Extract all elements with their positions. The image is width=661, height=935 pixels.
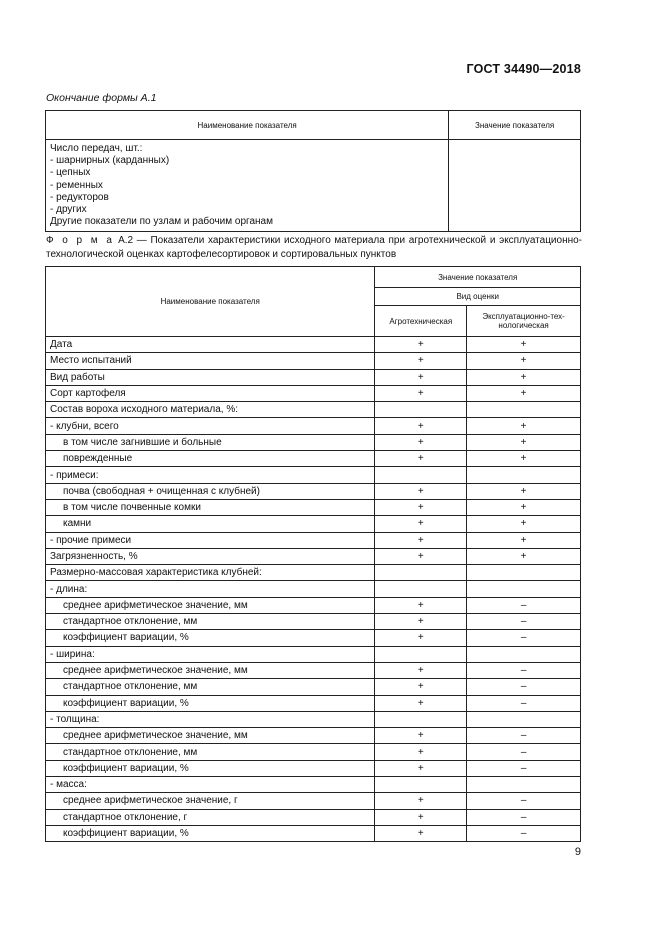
expl-mark: + [467, 353, 581, 369]
expl-mark: – [467, 809, 581, 825]
agro-mark: + [375, 353, 467, 369]
form-a2-title [46, 234, 582, 261]
row-name: среднее арифметическое значение, мм [46, 597, 375, 613]
table1-values-cell [449, 140, 581, 232]
row-name: Загрязненность, % [46, 548, 375, 564]
agro-mark: + [375, 695, 467, 711]
row-name: Размерно-массовая характеристика клубней: [46, 565, 375, 581]
agro-mark: + [375, 451, 467, 467]
agro-mark: + [375, 614, 467, 630]
agro-mark: + [375, 548, 467, 564]
table1-line: - цепных [50, 167, 91, 179]
row-name: - ширина: [46, 646, 375, 662]
table-row [46, 548, 581, 564]
table-row [46, 793, 581, 809]
expl-mark: + [467, 385, 581, 401]
row-name: среднее арифметическое значение, мм [46, 728, 375, 744]
agro-mark: + [375, 499, 467, 515]
agro-mark: + [375, 728, 467, 744]
expl-mark: – [467, 793, 581, 809]
expl-mark: – [467, 825, 581, 841]
row-name: - клубни, всего [46, 418, 375, 434]
expl-mark: + [467, 548, 581, 564]
row-name: - длина: [46, 581, 375, 597]
expl-mark: + [467, 451, 581, 467]
table-row [46, 532, 581, 548]
row-name: среднее арифметическое значение, мм [46, 662, 375, 678]
table1-line: - ременных [50, 179, 103, 191]
table-row [46, 597, 581, 613]
table-row [46, 483, 581, 499]
table-row [46, 825, 581, 841]
row-name: Вид работы [46, 369, 375, 385]
table1-line: Другие показатели по узлам и рабочим органам [50, 216, 273, 228]
expl-mark: + [467, 434, 581, 450]
agro-mark: + [375, 744, 467, 760]
table-row [46, 385, 581, 401]
table-row [46, 581, 581, 597]
page-number: 9 [574, 846, 581, 858]
table-row [46, 809, 581, 825]
table1-name-header: Наименование показателя [46, 111, 449, 140]
expl-mark [467, 467, 581, 483]
expl-mark: – [467, 614, 581, 630]
row-name: коэффициент вариации, % [46, 695, 375, 711]
table-row [46, 711, 581, 727]
agro-mark: + [375, 760, 467, 776]
table-row [46, 353, 581, 369]
agro-mark [375, 565, 467, 581]
row-name: Место испытаний [46, 353, 375, 369]
row-name: в том числе почвенные комки [46, 499, 375, 515]
agro-mark: + [375, 434, 467, 450]
row-name: поврежденные [46, 451, 375, 467]
expl-mark [467, 646, 581, 662]
table-row [46, 646, 581, 662]
document-code: ГОСТ 34490—2018 [466, 62, 581, 76]
table-row [46, 434, 581, 450]
agro-mark: + [375, 369, 467, 385]
row-name: - масса: [46, 777, 375, 793]
expl-mark: – [467, 760, 581, 776]
agro-mark [375, 711, 467, 727]
expl-mark [467, 711, 581, 727]
row-name: стандартное отклонение, мм [46, 614, 375, 630]
agro-mark [375, 402, 467, 418]
row-name: - примеси: [46, 467, 375, 483]
expl-mark [467, 402, 581, 418]
table-row [46, 516, 581, 532]
table2-eval-type-header: Вид оценки [375, 288, 581, 306]
table-row [46, 337, 581, 353]
agro-mark: + [375, 418, 467, 434]
table-row [46, 744, 581, 760]
table2-header-row-1 [46, 267, 581, 288]
table-row [46, 451, 581, 467]
row-name: почва (свободная + очищенная с клубней) [46, 483, 375, 499]
table2-body [46, 337, 581, 842]
expl-mark: – [467, 728, 581, 744]
agro-mark: + [375, 597, 467, 613]
table-row [46, 614, 581, 630]
table1-line: Число передач, шт.: [50, 143, 143, 154]
agro-mark: + [375, 679, 467, 695]
expl-mark: – [467, 597, 581, 613]
expl-mark: – [467, 630, 581, 646]
table1-names-cell [46, 140, 449, 232]
expl-mark [467, 777, 581, 793]
table-row [46, 499, 581, 515]
table2-name-header: Наименование показателя [46, 267, 375, 337]
table-row [46, 760, 581, 776]
table-row [46, 662, 581, 678]
row-name: Сорт картофеля [46, 385, 375, 401]
expl-mark: – [467, 679, 581, 695]
table1-value-header: Значение показателя [449, 111, 581, 140]
expl-mark: + [467, 337, 581, 353]
table-row [46, 418, 581, 434]
expl-mark: + [467, 369, 581, 385]
row-name: Дата [46, 337, 375, 353]
table-row [46, 679, 581, 695]
table1-line: - других [50, 204, 87, 216]
table2-expl-header: Эксплуатационно-тех-нологическая [467, 306, 581, 337]
table-row [46, 369, 581, 385]
table-row [46, 630, 581, 646]
agro-mark: + [375, 793, 467, 809]
agro-mark [375, 467, 467, 483]
agro-mark: + [375, 483, 467, 499]
row-name: коэффициент вариации, % [46, 825, 375, 841]
expl-mark [467, 565, 581, 581]
form-a1-end-table [45, 110, 581, 232]
table-row [46, 728, 581, 744]
table2-agro-header: Агротехническая [375, 306, 467, 337]
agro-mark: + [375, 662, 467, 678]
agro-mark [375, 581, 467, 597]
expl-mark: – [467, 744, 581, 760]
row-name: Состав вороха исходного материала, %: [46, 402, 375, 418]
form-a2-table [45, 266, 581, 842]
agro-mark: + [375, 337, 467, 353]
table-row [46, 695, 581, 711]
table-row [46, 777, 581, 793]
expl-mark: – [467, 662, 581, 678]
row-name: стандартное отклонение, мм [46, 744, 375, 760]
row-name: стандартное отклонение, г [46, 809, 375, 825]
table-row [46, 402, 581, 418]
expl-mark: – [467, 695, 581, 711]
expl-mark: + [467, 483, 581, 499]
row-name: коэффициент вариации, % [46, 630, 375, 646]
agro-mark [375, 777, 467, 793]
row-name: среднее арифметическое значение, г [46, 793, 375, 809]
row-name: стандартное отклонение, мм [46, 679, 375, 695]
expl-mark: + [467, 516, 581, 532]
row-name: - толщина: [46, 711, 375, 727]
table1-line: - шарнирных (карданных) [50, 155, 170, 167]
agro-mark [375, 646, 467, 662]
agro-mark: + [375, 809, 467, 825]
row-name: в том числе загнившие и больные [46, 434, 375, 450]
table1-body-row [46, 140, 581, 232]
agro-mark: + [375, 825, 467, 841]
table2-value-header: Значение показателя [375, 267, 581, 288]
form-number: А.2 [118, 235, 134, 246]
row-name: камни [46, 516, 375, 532]
expl-mark: + [467, 499, 581, 515]
agro-mark: + [375, 516, 467, 532]
agro-mark: + [375, 532, 467, 548]
expl-mark [467, 581, 581, 597]
table-row [46, 565, 581, 581]
table1-line: - редукторов [50, 191, 109, 203]
row-name: коэффициент вариации, % [46, 760, 375, 776]
table-row [46, 467, 581, 483]
form-label: Ф о р м а [46, 235, 115, 246]
form-title-text: — Показатели характеристики исходного материала при агротехнической и эксплуатационно-технологической оценках картофелесортировок и сортировальных пунктов [46, 235, 583, 260]
agro-mark: + [375, 630, 467, 646]
expl-mark: + [467, 418, 581, 434]
agro-mark: + [375, 385, 467, 401]
expl-mark: + [467, 532, 581, 548]
table1-header-row [46, 111, 581, 140]
table1-caption: Окончание формы А.1 [46, 92, 157, 104]
row-name: - прочие примеси [46, 532, 375, 548]
